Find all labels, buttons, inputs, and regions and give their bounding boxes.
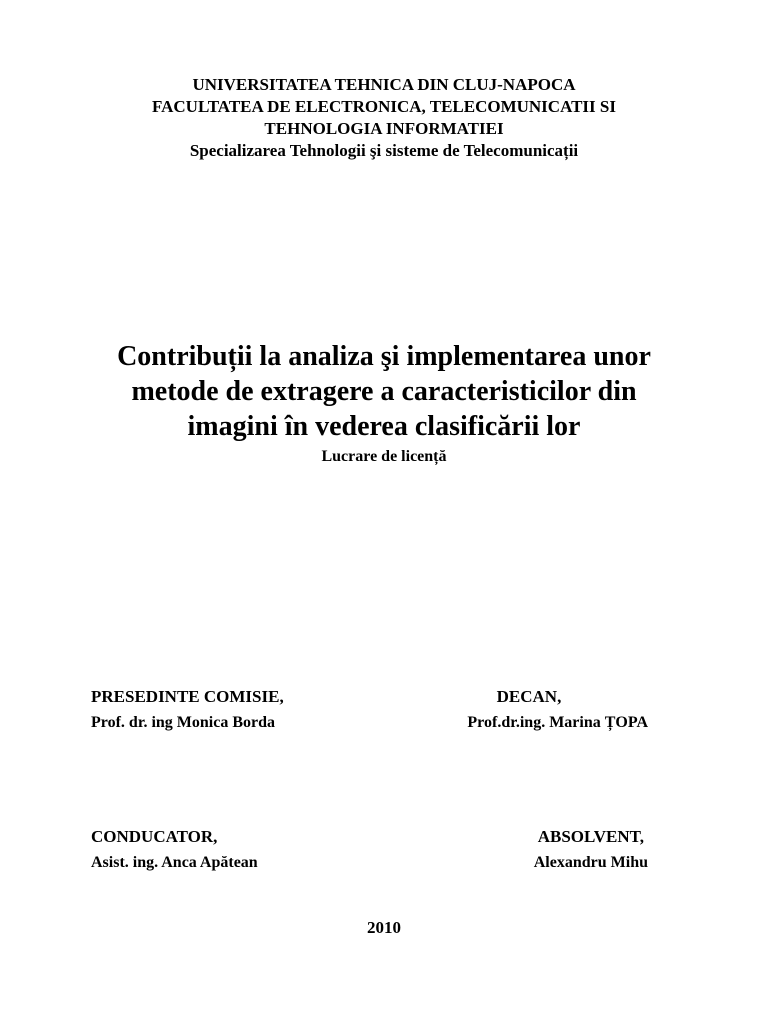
graduate-name: Alexandru Mihu [533, 854, 648, 871]
dean-name: Prof.dr.ing. Marina ȚOPA [467, 714, 648, 731]
title-line-3: imagini în vederea clasificării lor [187, 411, 581, 442]
supervisor-name: Asist. ing. Anca Apătean [91, 854, 258, 871]
title-line-2: metode de extragere a caracteristicilor din [131, 376, 637, 407]
president-name: Prof. dr. ing Monica Borda [91, 714, 276, 731]
president-role: PRESEDINTE COMISIE, [91, 687, 284, 706]
graduate-role: ABSOLVENT, [537, 827, 644, 846]
faculty-name-line-1: FACULTATEA DE ELECTRONICA, TELECOMUNICATII SI [152, 97, 616, 116]
thesis-title [0, 339, 768, 444]
institution-header [0, 74, 768, 162]
year: 2010 [367, 918, 401, 937]
faculty-name-line-2: TEHNOLOGIA INFORMATIEI [264, 119, 504, 138]
university-name: UNIVERSITATEA TEHNICA DIN CLUJ-NAPOCA [192, 75, 576, 94]
specialization: Specializarea Tehnologii şi sisteme de Telecomunicații [189, 141, 579, 160]
title-line-1: Contribuții la analiza şi implementarea unor [117, 341, 651, 372]
thesis-subtitle: Lucrare de licență [321, 448, 447, 465]
supervisor-role: CONDUCATOR, [91, 827, 218, 846]
dean-role: DECAN, [496, 687, 562, 706]
